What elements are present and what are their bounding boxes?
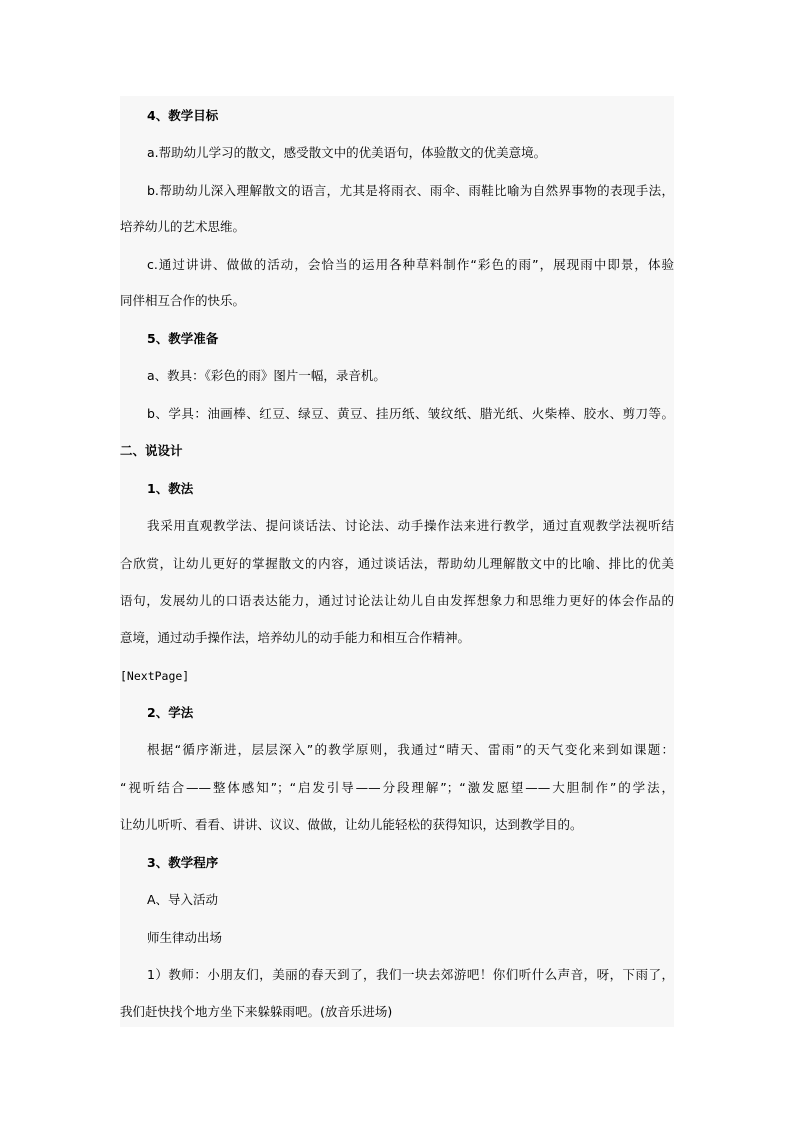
goal-b-line1: b.帮助幼儿深入理解散文的语言，尤其是将雨衣、雨伞、雨鞋比喻为自然界事物的表现手法， xyxy=(147,183,674,198)
teaching-method-line2: 合欣赏，让幼儿更好的掌握散文的内容，通过谈话法，帮助幼儿理解散文中的比喻、排比的优美 xyxy=(120,556,674,571)
next-page-marker: [NextPage] xyxy=(120,669,190,683)
goal-a: a.帮助幼儿学习的散文，感受散文中的优美语句，体验散文的优美意境。 xyxy=(147,145,547,160)
heading-teaching-procedure: 3、教学程序 xyxy=(147,855,219,870)
prep-b: b、学具：油画棒、红豆、绿豆、黄豆、挂历纸、皱纹纸、腊光纸、火柴棒、胶水、剪刀等。 xyxy=(147,406,674,421)
procedure-sub-a: A、导入活动 xyxy=(147,892,219,907)
learning-method-line2: “视听结合——整体感知”；“启发引导——分段理解”；“激发愿望——大胆制作”的学法， xyxy=(120,780,674,795)
teaching-method-line4: 意境，通过动手操作法，培养幼儿的动手能力和相互合作精神。 xyxy=(120,630,471,645)
procedure-step1-line2: 我们赶快找个地方坐下来躲躲雨吧。(放音乐进场) xyxy=(120,1004,393,1019)
heading-learning-method: 2、学法 xyxy=(147,705,194,720)
document-content xyxy=(120,96,674,1027)
learning-method-line1: 根据“循序渐进，层层深入”的教学原则，我通过“晴天、雷雨”的天气变化来到如课题： xyxy=(147,742,674,757)
teaching-method-line3: 语句，发展幼儿的口语表达能力，通过讨论法让幼儿自由发挥想象力和思维力更好的体会作品的 xyxy=(120,593,674,608)
section-heading-teaching-goals: 4、教学目标 xyxy=(147,108,219,123)
goal-c-line2: 同伴相互合作的快乐。 xyxy=(120,293,246,308)
learning-method-line3: 让幼儿听听、看看、讲讲、议议、做做，让幼儿能轻松的获得知识，达到教学目的。 xyxy=(120,817,583,832)
part-heading-design: 二、说设计 xyxy=(120,443,183,458)
prep-a: a、教具：《彩色的雨》图片一幅，录音机。 xyxy=(147,368,386,383)
teaching-method-line1: 我采用直观教学法、提问谈话法、讨论法、动手操作法来进行教学，通过直观教学法视听结 xyxy=(147,518,674,533)
goal-b-line2: 培养幼儿的艺术思维。 xyxy=(120,219,246,234)
procedure-sub-a-title: 师生律动出场 xyxy=(147,930,223,945)
goal-c-line1: c.通过讲讲、做做的活动，会恰当的运用各种草料制作“彩色的雨”，展现雨中即景，体验 xyxy=(147,257,674,272)
procedure-step1-line1: 1）教师：小朋友们，美丽的春天到了，我们一块去郊游吧！你们听什么声音，呀，下雨了， xyxy=(147,967,674,982)
heading-teaching-method: 1、教法 xyxy=(147,481,194,496)
section-heading-teaching-prep: 5、教学准备 xyxy=(147,331,219,346)
